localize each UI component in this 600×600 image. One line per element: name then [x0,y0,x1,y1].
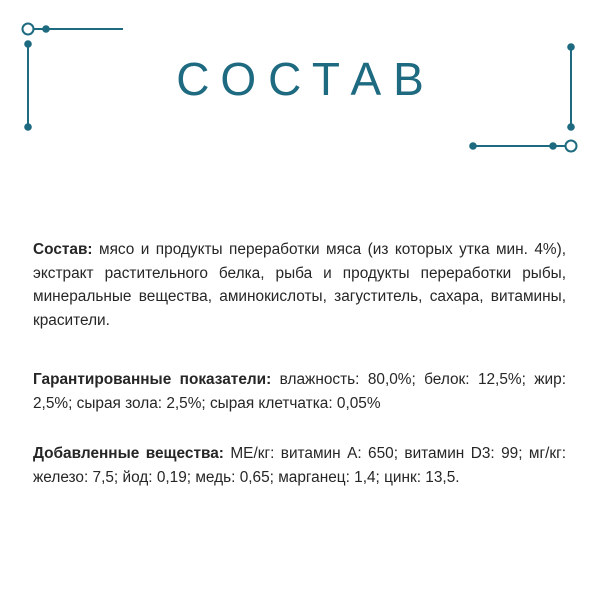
additives-label: Добавленные вещества: [33,445,224,462]
corner-dot-icon [43,26,49,32]
guaranteed-values-paragraph [33,368,566,415]
corner-dot-icon [25,124,31,130]
guaranteed-values-label: Гарантированные показатели: [33,371,272,388]
guaranteed-values-text: влажность: 80,0%; белок: 12,5%; жир: 2,5%; сырая зола: 2,5%; сырая клетчатка: 0,05% [33,371,566,412]
corner-ring-icon [566,141,577,152]
page-title: СОСТАВ [176,53,436,105]
corner-dot-icon [550,143,556,149]
additives-paragraph [33,442,566,489]
corner-dot-icon [470,143,476,149]
additives-text: МЕ/кг: витамин А: 650; витамин D3: 99; мг/кг: железо: 7,5; йод: 0,19; медь: 0,65; марганец: 1,4; цинк: 13,5. [33,445,566,486]
composition-text: мясо и продукты переработки мяса (из которых утка мин. 4%), экстракт растительного белка, рыба и продукты переработки рыбы, минеральные вещества, аминокислоты, загуститель, сахара, витамины, красители. [33,241,566,329]
corner-dot-icon [568,124,574,130]
corner-dot-icon [568,44,574,50]
corner-dot-icon [25,41,31,47]
corner-ring-icon [23,24,34,35]
composition-paragraph [33,238,566,332]
composition-label: Состав: [33,241,93,258]
